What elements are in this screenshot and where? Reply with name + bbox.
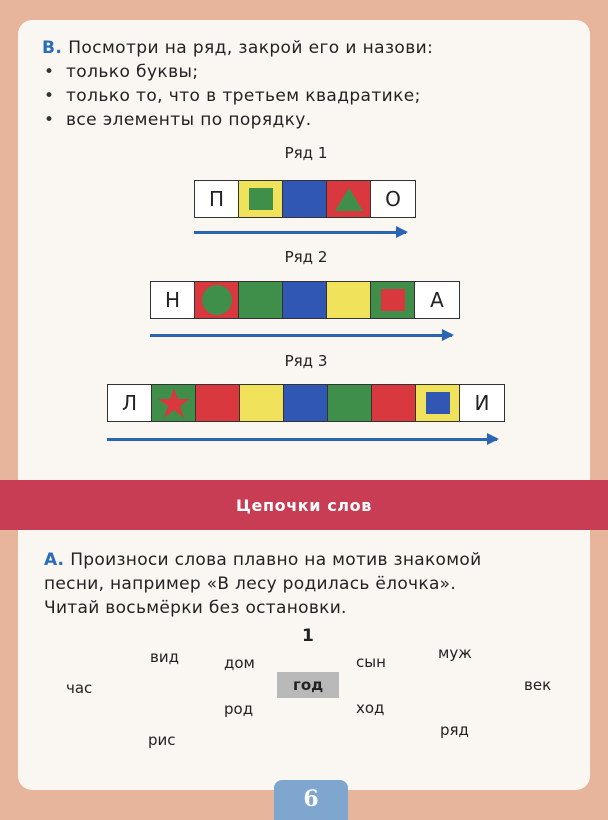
row-label: Ряд 2 [284, 248, 328, 266]
page-number: 6 [274, 780, 348, 820]
red-square-icon [381, 289, 405, 311]
color-cell [283, 181, 327, 217]
letter-cell: Н [151, 282, 195, 318]
word: час [66, 679, 93, 697]
square-cell [239, 181, 283, 217]
task-letter: А. [44, 550, 65, 570]
task-b [42, 36, 433, 132]
color-cell [372, 385, 416, 421]
word: ряд [440, 721, 469, 739]
color-cell [239, 282, 283, 318]
square-cell [416, 385, 460, 421]
row-1-strip [194, 180, 416, 218]
row-label: Ряд 1 [284, 144, 328, 162]
star-cell [152, 385, 196, 421]
exercise-number: 1 [302, 626, 314, 646]
word: дом [224, 654, 255, 672]
word: ход [356, 699, 385, 717]
green-circle-icon [202, 285, 232, 315]
row-label: Ряд 3 [284, 352, 328, 370]
color-cell [284, 385, 328, 421]
task-instruction: Посмотри на ряд, закрой его и назови: [68, 38, 434, 58]
task-line: Произноси слова плавно на мотив знакомой [70, 550, 482, 570]
letter-cell: Л [108, 385, 152, 421]
circle-cell [195, 282, 239, 318]
word: муж [438, 644, 472, 662]
bullet-item: • только то, что в третьем квадратике; [42, 84, 433, 108]
triangle-cell [327, 181, 371, 217]
letter-cell: И [460, 385, 504, 421]
color-cell [240, 385, 284, 421]
task-line: Читай восьмёрки без остановки. [44, 598, 347, 618]
letter-cell: П [195, 181, 239, 217]
color-cell [328, 385, 372, 421]
word: род [224, 700, 254, 718]
red-star-icon [157, 387, 191, 419]
arrow-right-icon [107, 438, 497, 441]
task-letter: В. [42, 38, 63, 58]
green-triangle-icon [334, 186, 364, 212]
letter-cell: А [415, 282, 459, 318]
color-cell [196, 385, 240, 421]
section-banner: Цепочки слов [0, 480, 608, 530]
word: сын [356, 653, 386, 671]
word: век [524, 676, 552, 694]
square-cell [371, 282, 415, 318]
green-square-icon [249, 188, 273, 210]
task-line: песни, например «В лесу родилась ёлочка». [44, 574, 457, 594]
color-cell [283, 282, 327, 318]
letter-cell: О [371, 181, 415, 217]
bullet-item: • только буквы; [42, 60, 433, 84]
word: рис [148, 731, 176, 749]
row-2-strip [150, 281, 460, 319]
color-cell [327, 282, 371, 318]
arrow-right-icon [194, 231, 406, 234]
task-a [44, 548, 584, 620]
bullet-item: • все элементы по порядку. [42, 108, 433, 132]
arrow-right-icon [150, 334, 452, 337]
word: вид [150, 648, 179, 666]
blue-square-icon [426, 392, 450, 414]
center-word: год [277, 672, 339, 698]
row-3-strip [107, 384, 505, 422]
